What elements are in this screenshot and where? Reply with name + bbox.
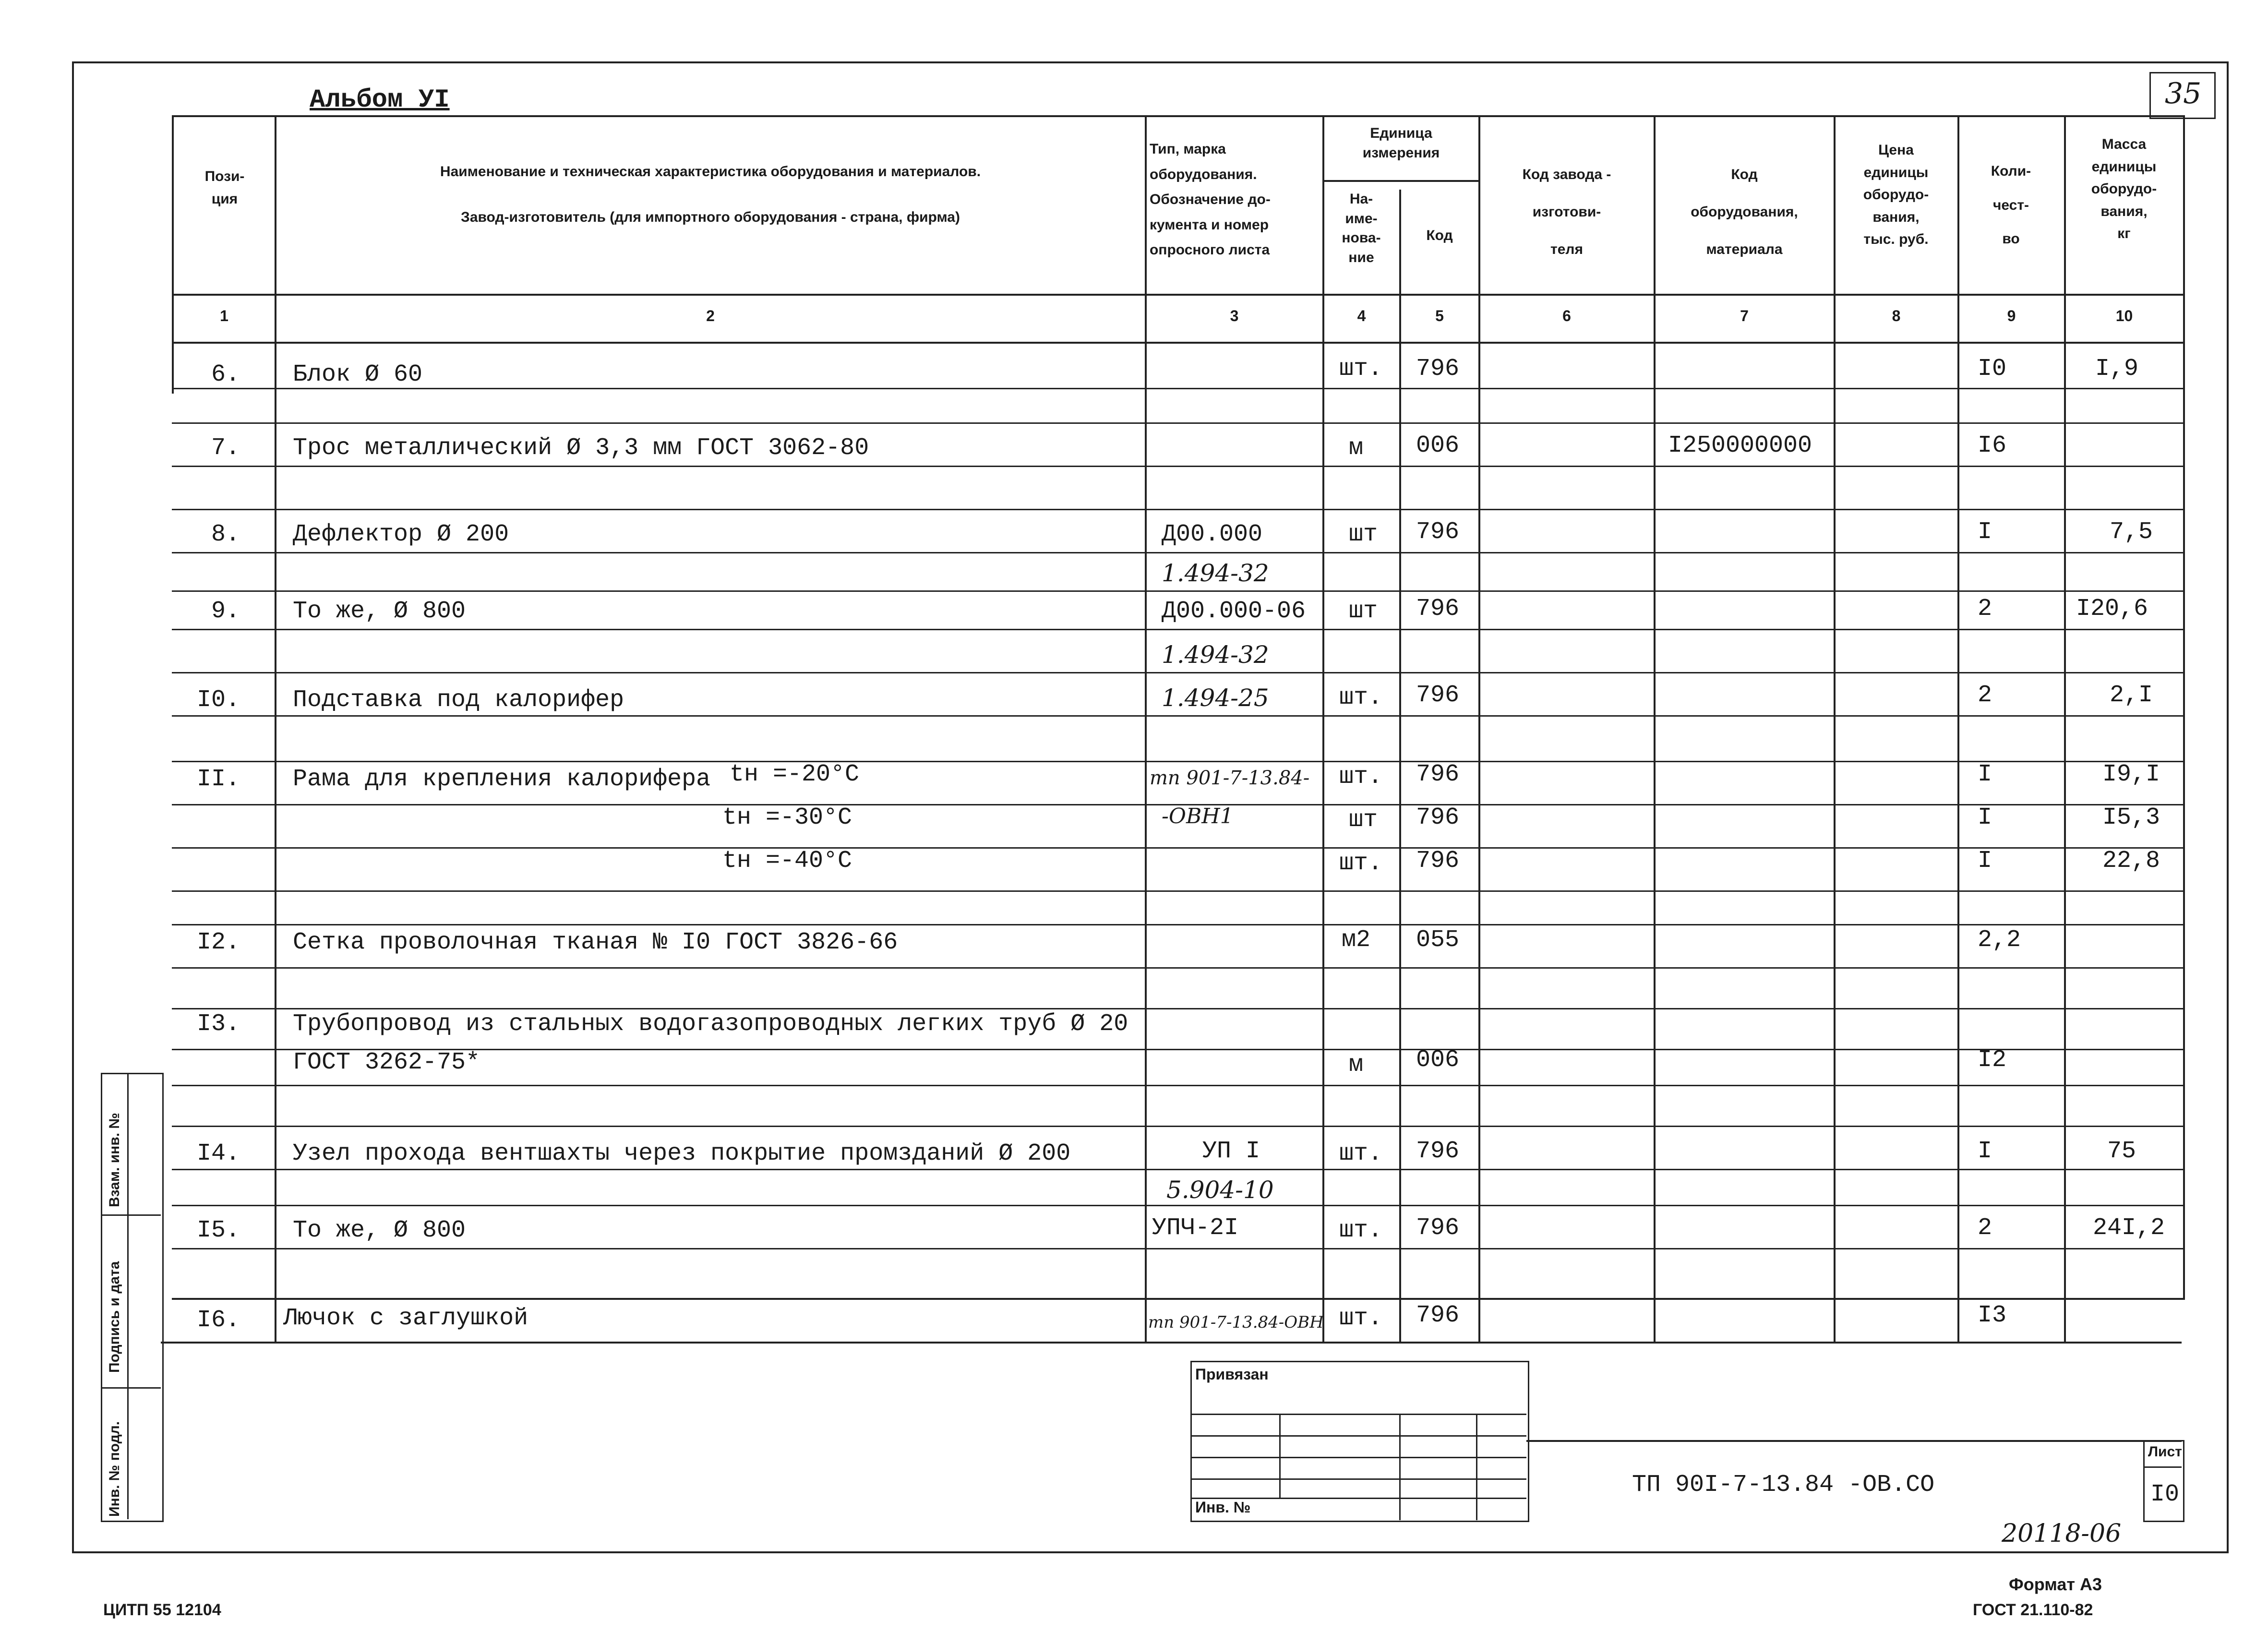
- row-11-code: 796: [1416, 761, 1460, 788]
- row-16-name: Лючок с заглушкой: [283, 1305, 528, 1332]
- row-7-code: 006: [1416, 432, 1460, 459]
- row-7-name: Трос металлический Ø 3,3 мм ГОСТ 3062-80: [293, 434, 869, 462]
- header-price: Цена единицы оборудо- вания, тыс. руб.: [1863, 142, 1929, 247]
- row-13-name: Трубопровод из стальных водогазопроводных легких труб Ø 20: [293, 1010, 1128, 1038]
- row-11-document-cont: -ОВН1: [1162, 804, 1234, 828]
- row-11-mass: I9,I: [2102, 761, 2160, 788]
- col-line-6: [1654, 115, 1656, 1342]
- col-line-3: [1322, 115, 1324, 1342]
- row-line: [172, 847, 2183, 849]
- header-unit: Единица измерения: [1362, 125, 1440, 161]
- row-11-unit: шт.: [1339, 763, 1383, 791]
- row-line: [172, 761, 2183, 762]
- header-mass: Масса единицы оборудо- вания, кг: [2091, 136, 2157, 241]
- col-line-2: [1145, 115, 1147, 1342]
- row-9-qty: 2: [1978, 595, 1992, 623]
- row-8-document: 1.494-32: [1162, 559, 1269, 587]
- row-16-unit: шт.: [1339, 1305, 1383, 1332]
- colnum-7: 7: [1740, 307, 1749, 324]
- row-9-position: 9.: [211, 598, 240, 625]
- row-8-type: Д00.000: [1162, 521, 1263, 548]
- row-11-temp-1: tн =-20°С: [730, 761, 860, 788]
- strip-vertical: [127, 1073, 129, 1519]
- row-line: [172, 509, 2183, 510]
- stamp-vline: [1399, 1414, 1401, 1520]
- strip-divider: [101, 1214, 161, 1216]
- row-11c-qty: I: [1978, 847, 1992, 875]
- header-position: Пози- ция: [204, 168, 245, 207]
- row-line: [172, 967, 2183, 969]
- row-16-code: 796: [1416, 1302, 1460, 1329]
- row-6-code: 796: [1416, 355, 1460, 383]
- row-14-type: УП I: [1202, 1138, 1260, 1165]
- row-9-unit: шт: [1349, 598, 1378, 625]
- row-15-position: I5.: [197, 1217, 240, 1244]
- row-11c-unit: шт.: [1339, 850, 1383, 877]
- header-plant-code: Код завода - изготови- теля: [1522, 167, 1611, 257]
- row-16-position: I6.: [197, 1307, 240, 1334]
- row-9-name: То же, Ø 800: [293, 598, 466, 625]
- row-15-code: 796: [1416, 1214, 1460, 1242]
- col-line-7: [1834, 115, 1836, 1342]
- row-8-unit: шт: [1349, 521, 1378, 548]
- row-11-temp-2: tн =-30°С: [722, 804, 852, 831]
- row-9-type: Д00.000-06: [1162, 598, 1306, 625]
- row-15-mass: 24I,2: [2093, 1214, 2165, 1242]
- colnum-4: 4: [1357, 307, 1366, 324]
- header-manufacturer: Завод-изготовитель (для импортного оборудования - страна, фирма): [461, 209, 960, 225]
- row-6-name: Блок Ø 60: [293, 361, 423, 388]
- row-line: [172, 672, 2183, 673]
- row-line: [172, 1008, 2183, 1009]
- row-15-type: УПЧ-2I: [1152, 1214, 1239, 1242]
- table-left-border: [172, 115, 174, 394]
- row-line: [172, 422, 2183, 424]
- row-line: [172, 466, 2183, 467]
- header-type: Тип, марка оборудования. Обозначение до- кумента и номер опросного листа: [1150, 141, 1271, 258]
- row-10-mass: 2,I: [2110, 682, 2153, 709]
- row-11c-mass: 22,8: [2102, 847, 2160, 875]
- col-line-5: [1478, 115, 1480, 1342]
- row-15-unit: шт.: [1339, 1217, 1383, 1244]
- row-8-code: 796: [1416, 518, 1460, 546]
- row-11b-mass: I5,3: [2102, 804, 2160, 831]
- row-6-position: 6.: [211, 361, 240, 388]
- col-line-1: [275, 115, 276, 1342]
- footer-right: ГОСТ 21.110-82: [1973, 1601, 2093, 1619]
- row-8-name: Дефлектор Ø 200: [293, 521, 509, 548]
- row-11b-unit: шт: [1349, 806, 1378, 834]
- col-line-8: [1957, 115, 1959, 1342]
- row-7-position: 7.: [211, 434, 240, 462]
- row-15-qty: 2: [1978, 1214, 1992, 1242]
- row-line: [172, 890, 2183, 892]
- row-13-position: I3.: [197, 1010, 240, 1038]
- colnum-1: 1: [220, 307, 228, 324]
- colnum-5: 5: [1435, 307, 1444, 324]
- row-line: [172, 924, 2183, 925]
- row-7-unit: м: [1349, 434, 1364, 462]
- colnum-top-line: [172, 294, 2183, 296]
- row-6-qty: I0: [1978, 355, 2007, 383]
- colnum-10: 10: [2115, 307, 2133, 324]
- row-10-document: 1.494-25: [1162, 684, 1269, 712]
- footer-left: ЦИТП 55 12104: [103, 1601, 221, 1619]
- row-14-position: I4.: [197, 1140, 240, 1167]
- table-bottom-line: [161, 1342, 2182, 1344]
- row-11-position: II.: [197, 766, 240, 793]
- row-9-code: 796: [1416, 595, 1460, 623]
- row-14-unit: шт.: [1339, 1140, 1383, 1167]
- row-15-name: То же, Ø 800: [293, 1217, 466, 1244]
- row-6-unit: шт.: [1339, 355, 1383, 383]
- header-quantity: Коли- чест- во: [1991, 163, 2031, 247]
- header-name: Наименование и техническая характеристика оборудования и материалов.: [440, 164, 981, 180]
- row-6-mass: I,9: [2095, 355, 2139, 383]
- header-unit-code: Код: [1426, 228, 1453, 243]
- sheet-number: I0: [2150, 1481, 2180, 1508]
- row-13-name-cont: ГОСТ 3262-75*: [293, 1049, 480, 1076]
- row-14-mass: 75: [2107, 1138, 2136, 1165]
- document-code: ТП 90I-7-13.84 -ОВ.СО: [1632, 1471, 1935, 1499]
- row-13-code: 006: [1416, 1046, 1460, 1074]
- row-12-name: Сетка проволочная тканая № I0 ГОСТ 3826-66: [293, 929, 898, 956]
- row-10-qty: 2: [1978, 682, 1992, 709]
- row-11-temp-3: tн =-40°С: [722, 847, 852, 875]
- row-13-unit: м: [1349, 1051, 1364, 1079]
- colnum-9: 9: [2007, 307, 2016, 324]
- album-title: Альбом УI: [310, 85, 450, 115]
- row-14-qty: I: [1978, 1138, 1992, 1165]
- row-line: [172, 1085, 2183, 1086]
- row-line: [172, 715, 2183, 717]
- handwritten-code: 20118-06: [2002, 1519, 2122, 1548]
- row-13-qty: I2: [1978, 1046, 2007, 1074]
- row-10-code: 796: [1416, 682, 1460, 709]
- page-number: 35: [2165, 77, 2202, 110]
- row-16-qty: I3: [1978, 1302, 2007, 1329]
- row-line: [172, 1126, 2183, 1127]
- colnum-6: 6: [1562, 307, 1571, 324]
- col-line-9: [2064, 115, 2066, 1342]
- side-label-signature-date: Подпись и дата: [107, 1261, 122, 1373]
- row-8-position: 8.: [211, 521, 240, 548]
- stamp-vline: [1476, 1414, 1477, 1520]
- header-unit-name: На- име- нова- ние: [1342, 191, 1381, 265]
- title-block-top: [1526, 1440, 2182, 1442]
- sheet-box-divider: [2143, 1466, 2182, 1468]
- row-10-unit: шт.: [1339, 684, 1383, 711]
- format-label: Формат А3: [2009, 1574, 2102, 1594]
- side-label-replacement-inventory: Взам. инв. №: [107, 1113, 122, 1207]
- strip-divider: [101, 1387, 161, 1389]
- row-11b-code: 796: [1416, 804, 1460, 831]
- colnum-8: 8: [1892, 307, 1901, 324]
- row-10-position: I0.: [197, 686, 240, 714]
- row-line: [172, 1169, 2183, 1170]
- colnum-bottom-line: [172, 342, 2183, 344]
- row-12-qty: 2,2: [1978, 926, 2021, 954]
- row-8-qty: I: [1978, 518, 1992, 546]
- row-line: [172, 1248, 2183, 1249]
- row-9-document: 1.494-32: [1162, 641, 1269, 669]
- row-7-qty: I6: [1978, 432, 2007, 459]
- sheet-label: Лист: [2148, 1444, 2182, 1460]
- row-line: [172, 590, 2183, 592]
- row-line: [172, 1205, 2183, 1206]
- row-11-document: тп 901-7-13.84-: [1150, 767, 1310, 789]
- row-line: [172, 388, 2183, 389]
- row-14-code: 796: [1416, 1138, 1460, 1165]
- row-line: [172, 552, 2183, 553]
- row-9-mass: I20,6: [2076, 595, 2148, 623]
- row-11-qty: I: [1978, 761, 1992, 788]
- row-8-mass: 7,5: [2110, 518, 2153, 546]
- header-equipment-code: Код оборудования, материала: [1691, 167, 1798, 257]
- row-12-code: 055: [1416, 926, 1460, 954]
- stamp-vline: [1279, 1414, 1281, 1498]
- side-label-original-inventory: Инв. № подл.: [107, 1421, 122, 1517]
- row-11c-code: 796: [1416, 847, 1460, 875]
- colnum-3: 3: [1230, 307, 1239, 324]
- row-14-document: 5.904-10: [1166, 1176, 1274, 1204]
- row-11-name: Рама для крепления калорифера: [293, 766, 711, 793]
- row-14-name: Узел прохода вентшахты через покрытие промзданий Ø 200: [293, 1140, 1071, 1167]
- row-16-document: тп 901-7-13.84-ОВН: [1148, 1313, 1324, 1332]
- row-12-position: I2.: [197, 929, 240, 956]
- stamp-inventory-label: Инв. №: [1195, 1499, 1251, 1516]
- row-10-name: Подставка под калорифер: [293, 686, 624, 714]
- row-line: [172, 629, 2183, 630]
- row-11b-qty: I: [1978, 804, 1992, 831]
- binding-stamp-title: Привязан: [1195, 1366, 1269, 1383]
- colnum-2: 2: [706, 307, 715, 324]
- unit-header-line: [1322, 180, 1478, 182]
- row-7-material-code: I250000000: [1668, 432, 1812, 459]
- row-12-unit: м2: [1342, 926, 1371, 954]
